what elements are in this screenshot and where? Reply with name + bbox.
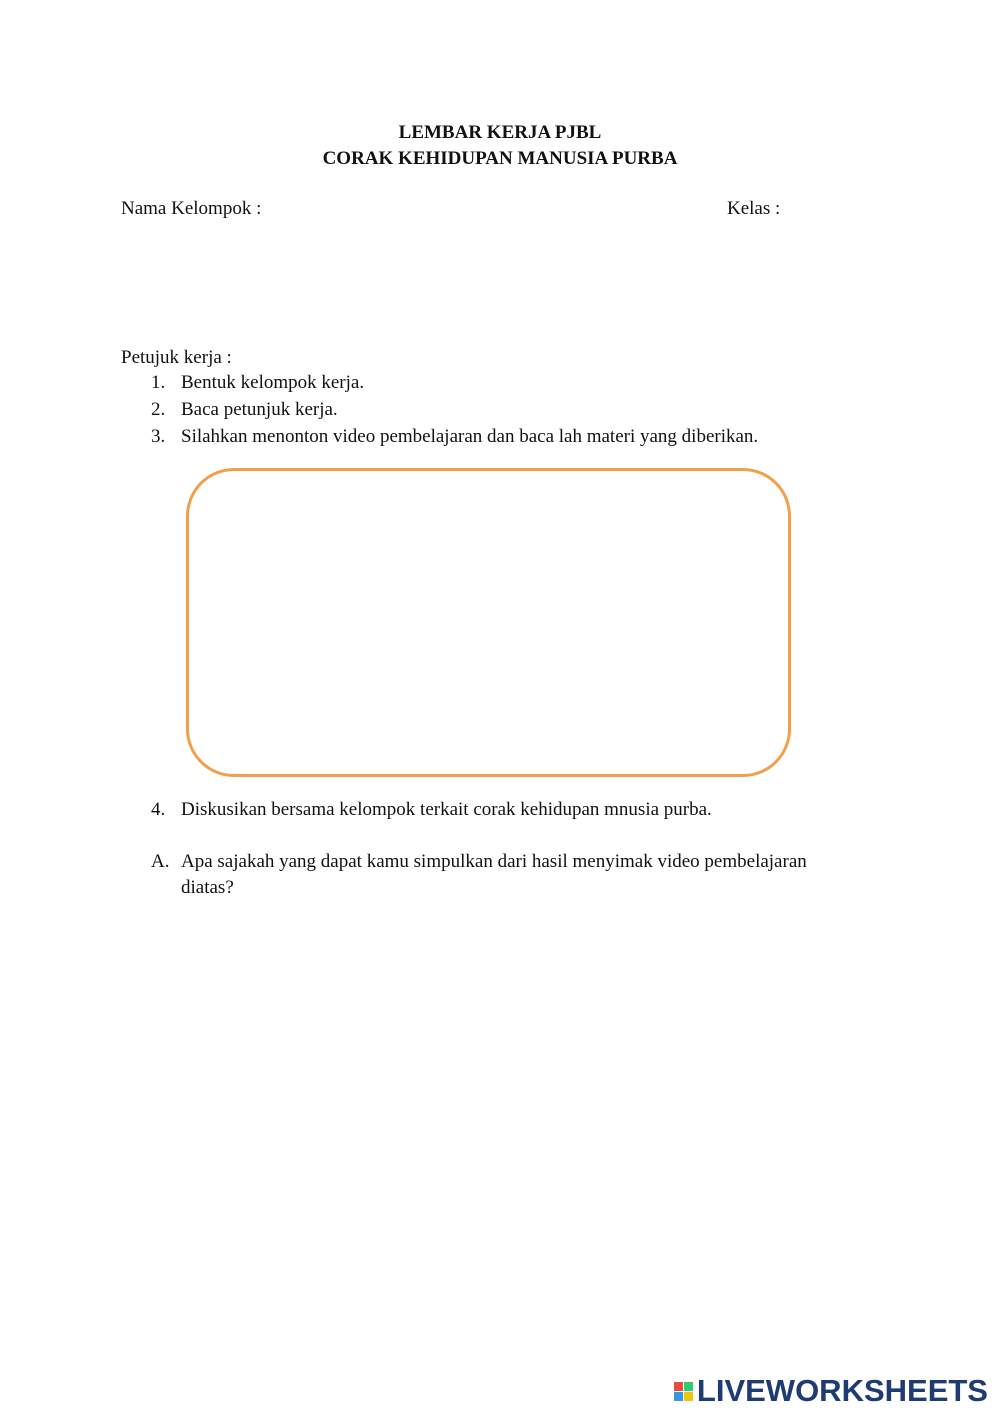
question-label: A. (151, 851, 170, 872)
liveworksheets-logo-icon (674, 1382, 693, 1401)
worksheet-title-line2: CORAK KEHIDUPAN MANUSIA PURBA (322, 148, 678, 169)
kelas-label: Kelas : (727, 198, 781, 219)
instruction-number: 2. (151, 399, 166, 420)
brand-name: LIVEWORKSHEETS (696, 1373, 988, 1408)
video-embed-frame[interactable] (186, 468, 791, 777)
nama-kelompok-label: Nama Kelompok : (121, 198, 262, 219)
worksheet-title-line1: LEMBAR KERJA PJBL (398, 122, 602, 143)
instructions-heading: Petujuk kerja : (121, 347, 232, 368)
question-text: Apa sajakah yang dapat kamu simpulkan dari hasil menyimak video pembelajaran diatas? (181, 851, 807, 898)
liveworksheets-brand (674, 1374, 988, 1408)
instruction-text: Baca petunjuk kerja. (181, 399, 338, 420)
instruction-text: Diskusikan bersama kelompok terkait corak kehidupan mnusia purba. (181, 799, 712, 820)
instruction-number: 4. (151, 799, 166, 820)
instruction-number: 1. (151, 372, 166, 393)
instruction-text: Silahkan menonton video pembelajaran dan baca lah materi yang diberikan. (181, 426, 759, 447)
instruction-text: Bentuk kelompok kerja. (181, 372, 365, 393)
instruction-number: 3. (151, 426, 166, 447)
